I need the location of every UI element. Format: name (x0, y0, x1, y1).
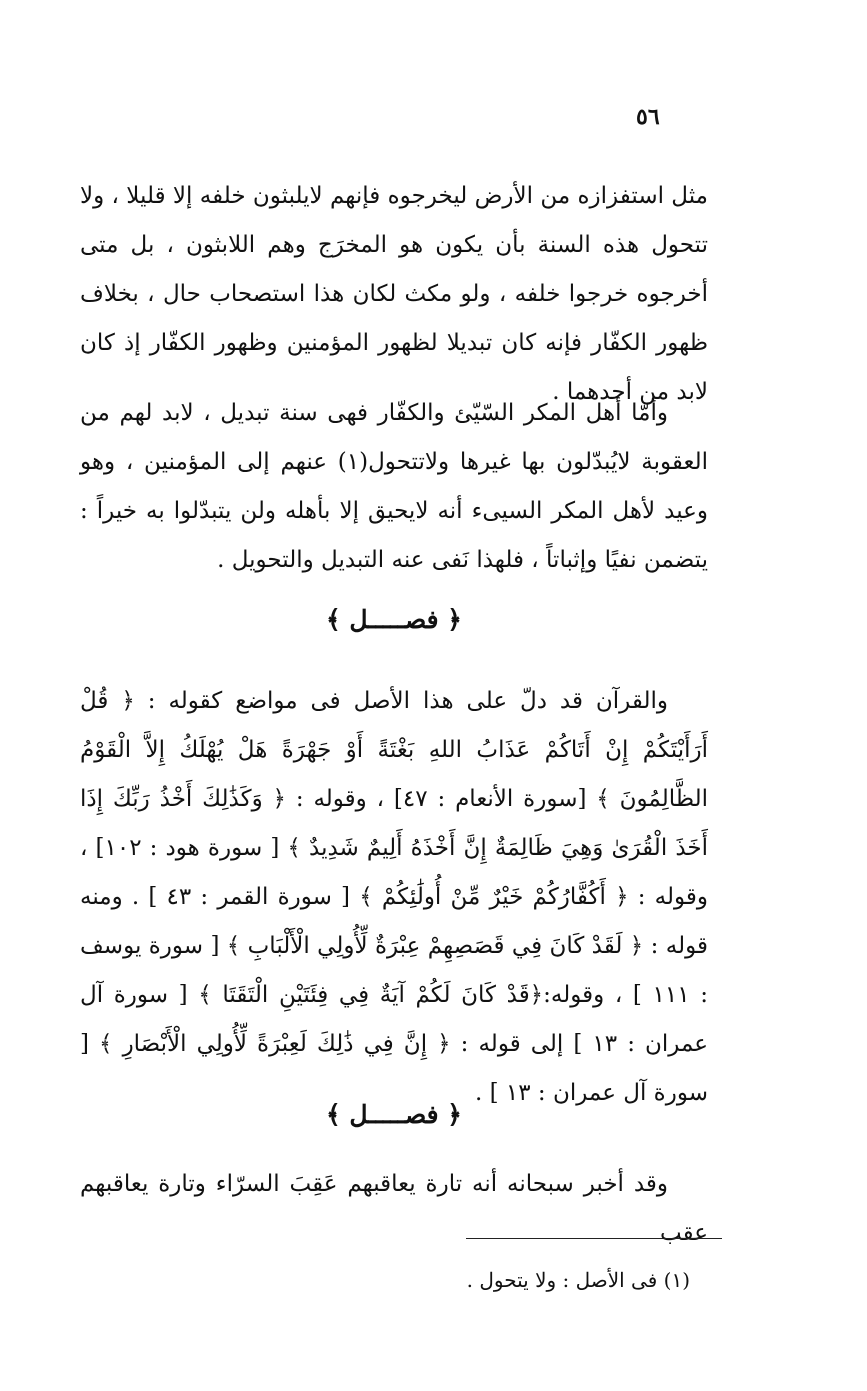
footnote-divider (466, 1238, 722, 1239)
footnote: (١) فى الأصل : ولا يتحول . (466, 1268, 690, 1292)
paragraph (80, 677, 708, 1118)
paragraph (80, 389, 708, 585)
paragraph-text: مثل استفزازه من الأرض ليخرجوه فإنهم لايلبثون خلفه إلا قليلا ، ولا تتحول هذه السنة بأن يكون هو المخرَج وهم اللابثون ، بل متى أخرجوه خرجوا خلفه ، ولو مكث لكان هذا استصحاب حال ، بخلاف ظهور الكفّار فإنه كان تبديلا لظهور المؤمنين وظهور الكفّار إذ كان لابد من أحدهما . (80, 183, 709, 405)
paragraph-text: وأمّا أهل المكر السّيّئ والكفّار فهى سنة تبديل ، لابد لهم من العقوبة لايُبدّلون بها غيرها ولاتتحول(١) عنهم إلى المؤمنين ، وهو وعيد لأهل المكر السيىء أنه لايحيق إلا بأهله ولن يتبدّلوا به خيراً : يتضمن نفيًا وإثباتاً ، فلهذا نَفى عنه التبديل والتحويل . (80, 400, 708, 573)
paragraph (80, 1160, 708, 1258)
paragraph-text: والقرآن قد دلّ على هذا الأصل فى مواضع كقوله : ﴿ قُلْ أَرَأَيْتَكُمْ إِنْ أَتَاكُمْ عَذَابُ اللهِ بَغْتَةً أَوْ جَهْرَةً هَلْ يُهْلَكُ إِلاَّ الْقَوْمُ الظَّالِمُونَ ﴾ [سورة الأنعام : ٤٧] ، وقوله : ﴿ وَكَذَٰلِكَ أَخْذُ رَبِّكَ إِذَا أَخَذَ الْقُرَىٰ وَهِيَ ظَالِمَةٌ إِنَّ أَخْذَهُ أَلِيمٌ شَدِيدٌ ﴾ [ سورة هود : ١٠٢] ، وقوله : ﴿ أَكُفَّارُكُمْ خَيْرٌ مِّنْ أُولَٰئِكُمْ ﴾ [ سورة القمر : ٤٣ ] . ومنه قوله : ﴿ لَقَدْ كَانَ فِي قَصَصِهِمْ عِبْرَةٌ لِّأُولِي الْأَلْبَابِ ﴾ [ سورة يوسف : ١١١ ] ، وقوله:﴿قَدْ كَانَ لَكُمْ آيَةٌ فِي فِئَتَيْنِ الْتَقَتَا ﴾ [ سورة آل عمران : ١٣ ] إلى قوله : ﴿ إِنَّ فِي ذَٰلِكَ لَعِبْرَةً لِّأُولِي الْأَبْصَارِ ﴾ [ سورة آل عمران : ١٣ ] . (80, 688, 708, 1106)
paragraph-text: وقد أخبر سبحانه أنه تارة يعاقبهم عَقِبَ السرّاء وتارة يعاقبهم عقب (80, 1171, 708, 1246)
section-heading: ﴿ فصـــــل ﴾ (326, 605, 462, 634)
page-number: ٥٦ (636, 104, 660, 130)
section-heading: ﴿ فصـــــل ﴾ (326, 1100, 462, 1129)
paragraph (80, 172, 708, 417)
